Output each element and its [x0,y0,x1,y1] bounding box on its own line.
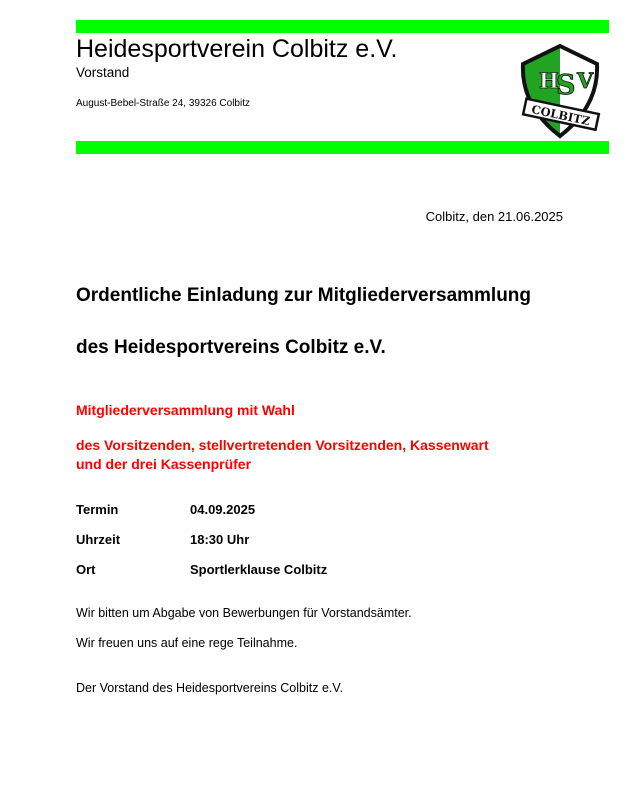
header-bottom-bar [76,141,609,154]
svg-text:H: H [539,68,559,93]
logo-ribbon-text: COLBITZ [530,102,592,129]
paragraph-participation: Wir freuen uns auf eine rege Teilnahme. [76,636,298,650]
heading-invitation: Ordentliche Einladung zur Mitgliederversammlung [76,285,532,306]
header-top-bar [76,20,609,33]
notice-line-2: des Vorsitzenden, stellvertretenden Vorsitzenden, Kassenwart [76,437,489,453]
svg-text:V: V [577,68,594,93]
organization-name: Heidesportverein Colbitz e.V. [76,35,398,63]
detail-label-termin: Termin [76,502,119,517]
paragraph-signature: Der Vorstand des Heidesportvereins Colbitz e.V. [76,681,344,695]
detail-value-uhrzeit: 18:30 Uhr [190,532,250,547]
detail-value-termin: 04.09.2025 [190,502,256,517]
detail-label-uhrzeit: Uhrzeit [76,532,121,547]
hsv-crest-icon [515,44,605,140]
date-line: Colbitz, den 21.06.2025 [425,209,563,224]
hsv-crest-logo [515,44,605,140]
notice-line-1: Mitgliederversammlung mit Wahl [76,402,295,418]
organization-address: August-Bebel-Straße 24, 39326 Colbitz [76,98,250,109]
notice-line-3: und der drei Kassenprüfer [76,456,252,472]
paragraph-applications: Wir bitten um Abgabe von Bewerbungen für Vorstandsämter. [76,606,412,620]
svg-text:S: S [556,70,576,101]
detail-label-ort: Ort [76,562,96,577]
detail-value-ort: Sportlerklause Colbitz [190,562,328,577]
heading-club: des Heidesportvereins Colbitz e.V. [76,337,386,358]
organization-subtitle: Vorstand [76,65,130,80]
